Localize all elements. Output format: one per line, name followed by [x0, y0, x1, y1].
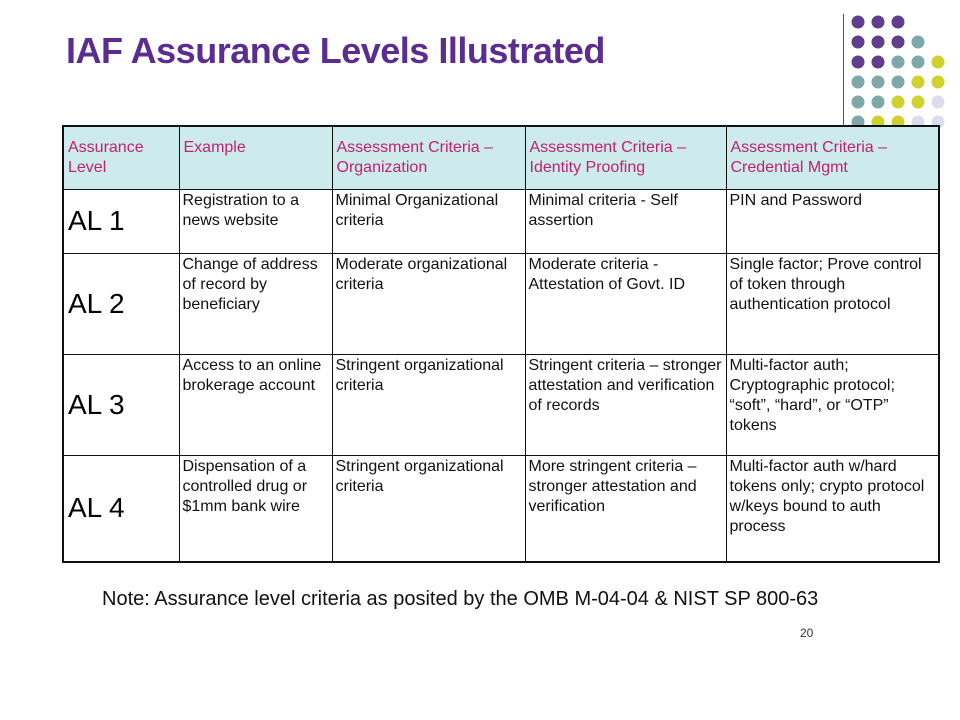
identity-proofing-cell: Minimal criteria - Self assertion — [525, 189, 726, 253]
slide-title: IAF Assurance Levels Illustrated — [66, 30, 605, 71]
header-identity-proofing-criteria: Assessment Criteria – Identity Proofing — [525, 126, 726, 189]
identity-proofing-cell: More stringent criteria – stronger attestation and verification — [525, 455, 726, 562]
dot-grid-decoration-icon — [846, 14, 960, 128]
table-row — [63, 189, 939, 253]
organization-cell: Stringent organizational criteria — [332, 354, 525, 455]
table-row — [63, 253, 939, 354]
level-cell: AL 3 — [63, 354, 179, 455]
level-cell: AL 2 — [63, 253, 179, 354]
organization-cell: Minimal Organizational criteria — [332, 189, 525, 253]
example-cell: Access to an online brokerage account — [179, 354, 332, 455]
footnote: Note: Assurance level criteria as posited by the OMB M-04-04 & NIST SP 800-63 — [102, 588, 819, 610]
credential-mgmt-cell: Single factor; Prove control of token through authentication protocol — [726, 253, 939, 354]
organization-cell: Moderate organizational criteria — [332, 253, 525, 354]
header-credential-mgmt-criteria: Assessment Criteria – Credential Mgmt — [726, 126, 939, 189]
assurance-levels-table — [62, 125, 940, 563]
example-cell: Change of address of record by beneficiary — [179, 253, 332, 354]
page-number: 20 — [800, 626, 814, 640]
level-cell: AL 1 — [63, 189, 179, 253]
decorative-divider — [843, 14, 844, 126]
organization-cell: Stringent organizational criteria — [332, 455, 525, 562]
credential-mgmt-cell: Multi-factor auth; Cryptographic protocol; “soft”, “hard”, or “OTP” tokens — [726, 354, 939, 455]
identity-proofing-cell: Stringent criteria – stronger attestation and verification of records — [525, 354, 726, 455]
example-cell: Dispensation of a controlled drug or $1mm bank wire — [179, 455, 332, 562]
credential-mgmt-cell: PIN and Password — [726, 189, 939, 253]
header-example: Example — [179, 126, 332, 189]
header-assurance-level: Assurance Level — [63, 126, 179, 189]
credential-mgmt-cell: Multi-factor auth w/hard tokens only; crypto protocol w/keys bound to auth process — [726, 455, 939, 562]
example-cell: Registration to a news website — [179, 189, 332, 253]
level-cell: AL 4 — [63, 455, 179, 562]
header-organization-criteria: Assessment Criteria – Organization — [332, 126, 525, 189]
table-row — [63, 455, 939, 562]
table-row — [63, 354, 939, 455]
table-header-row — [63, 126, 939, 189]
identity-proofing-cell: Moderate criteria - Attestation of Govt. ID — [525, 253, 726, 354]
